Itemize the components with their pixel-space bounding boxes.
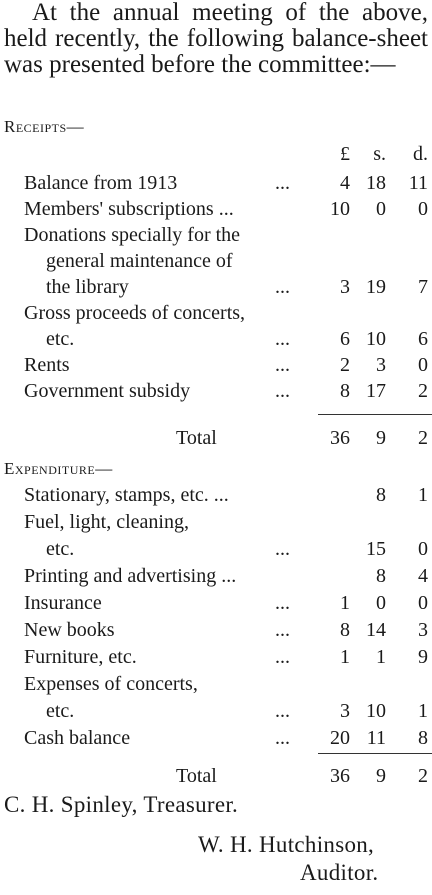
expenditure-total-rule bbox=[318, 753, 432, 754]
shillings-cell: 0 bbox=[376, 198, 386, 220]
shillings-cell: 8 bbox=[376, 565, 386, 587]
table-row bbox=[0, 644, 432, 671]
shillings-cell: 10 bbox=[366, 700, 386, 722]
pence-cell: 6 bbox=[418, 328, 428, 350]
leader-dots: ... bbox=[275, 619, 290, 641]
total-label: Total bbox=[176, 765, 217, 787]
shillings-cell: 19 bbox=[366, 276, 386, 298]
pounds-cell: 3 bbox=[340, 276, 350, 298]
receipts-total-rule bbox=[318, 414, 432, 415]
row-label: Printing and advertising ... bbox=[24, 565, 237, 587]
row-label: New books bbox=[24, 619, 115, 641]
pence-cell: 3 bbox=[418, 619, 428, 641]
table-row bbox=[0, 698, 432, 725]
table-row bbox=[0, 482, 432, 509]
pence-cell: 0 bbox=[418, 354, 428, 376]
table-row bbox=[0, 196, 432, 223]
table-row bbox=[0, 170, 432, 197]
column-headers bbox=[0, 141, 432, 168]
table-row bbox=[0, 326, 432, 353]
shillings-cell: 18 bbox=[366, 172, 386, 194]
shillings-cell: 17 bbox=[366, 380, 386, 402]
table-row bbox=[0, 274, 432, 301]
row-label: Gross proceeds of concerts, bbox=[24, 302, 246, 324]
leader-dots: ... bbox=[275, 700, 290, 722]
row-label: Donations specially for the bbox=[24, 224, 241, 246]
shillings-header: s. bbox=[373, 143, 386, 165]
pence-cell: 4 bbox=[418, 565, 428, 587]
pence-cell: 7 bbox=[418, 276, 428, 298]
pounds-cell: 2 bbox=[340, 354, 350, 376]
table-row bbox=[0, 536, 432, 563]
auditor-name: W. H. Hutchinson, bbox=[198, 832, 375, 857]
pence-cell: 11 bbox=[408, 172, 428, 194]
shillings-cell: 8 bbox=[376, 484, 386, 506]
leader-dots: ... bbox=[275, 538, 290, 560]
shillings-cell: 1 bbox=[376, 646, 386, 668]
table-row bbox=[0, 222, 432, 249]
pounds-cell: 1 bbox=[340, 592, 350, 614]
row-label: Furniture, etc. bbox=[24, 646, 137, 668]
row-label: Expenses of concerts, bbox=[24, 673, 198, 695]
row-label: Insurance bbox=[24, 592, 102, 614]
pounds-cell: 1 bbox=[340, 646, 350, 668]
shillings-cell: 10 bbox=[366, 328, 386, 350]
pounds-cell: 8 bbox=[340, 619, 350, 641]
receipts-heading: Receipts— bbox=[4, 117, 85, 136]
row-label: etc. bbox=[46, 328, 75, 350]
row-label: Fuel, light, cleaning, bbox=[24, 511, 189, 533]
total-shillings: 9 bbox=[376, 765, 386, 787]
pounds-cell: 4 bbox=[340, 172, 350, 194]
table-row bbox=[0, 300, 432, 327]
table-row bbox=[0, 509, 432, 536]
leader-dots: ... bbox=[275, 354, 290, 376]
leader-dots: ... bbox=[275, 646, 290, 668]
leader-dots: ... bbox=[275, 380, 290, 402]
pounds-cell: 3 bbox=[340, 700, 350, 722]
pounds-cell: 20 bbox=[330, 727, 350, 749]
table-row bbox=[0, 352, 432, 379]
row-label: Government subsidy bbox=[24, 380, 191, 402]
pounds-header: £ bbox=[340, 143, 350, 165]
pence-header: d. bbox=[413, 143, 428, 165]
pence-cell: 1 bbox=[418, 484, 428, 506]
pence-cell: 1 bbox=[418, 700, 428, 722]
pounds-cell: 10 bbox=[330, 198, 350, 220]
shillings-cell: 0 bbox=[376, 592, 386, 614]
table-row bbox=[0, 671, 432, 698]
row-label: general maintenance of bbox=[46, 250, 233, 272]
total-label: Total bbox=[176, 427, 217, 449]
expenditure-total-row bbox=[0, 763, 432, 790]
total-pence: 2 bbox=[418, 427, 428, 449]
row-label: etc. bbox=[46, 538, 75, 560]
shillings-cell: 14 bbox=[366, 619, 386, 641]
table-row bbox=[0, 563, 432, 590]
table-row bbox=[0, 617, 432, 644]
table-row bbox=[0, 248, 432, 275]
row-label: Members' subscriptions ... bbox=[24, 198, 234, 220]
pence-cell: 0 bbox=[418, 538, 428, 560]
shillings-cell: 11 bbox=[366, 727, 386, 749]
leader-dots: ... bbox=[275, 276, 290, 298]
receipts-total-row bbox=[0, 425, 432, 452]
pence-cell: 2 bbox=[418, 380, 428, 402]
expenditure-heading: Expenditure— bbox=[4, 459, 113, 478]
table-row bbox=[0, 725, 432, 752]
pence-cell: 0 bbox=[418, 198, 428, 220]
row-label: Stationary, stamps, etc. ... bbox=[24, 484, 229, 506]
intro-paragraph: At the annual meeting of the above, held recently, the following balance-sheet was presented before the committee:— bbox=[4, 0, 428, 78]
table-row bbox=[0, 378, 432, 405]
row-label: the library bbox=[46, 276, 129, 298]
pence-cell: 9 bbox=[418, 646, 428, 668]
pounds-cell: 6 bbox=[340, 328, 350, 350]
shillings-cell: 3 bbox=[376, 354, 386, 376]
table-row bbox=[0, 590, 432, 617]
shillings-cell: 15 bbox=[366, 538, 386, 560]
leader-dots: ... bbox=[275, 172, 290, 194]
leader-dots: ... bbox=[275, 328, 290, 350]
leader-dots: ... bbox=[275, 592, 290, 614]
auditor-title: Auditor. bbox=[300, 860, 379, 885]
treasurer-signature: C. H. Spinley, Treasurer. bbox=[4, 792, 239, 817]
total-shillings: 9 bbox=[376, 427, 386, 449]
total-pence: 2 bbox=[418, 765, 428, 787]
row-label: Rents bbox=[24, 354, 70, 376]
row-label: Cash balance bbox=[24, 727, 131, 749]
pence-cell: 8 bbox=[418, 727, 428, 749]
row-label: etc. bbox=[46, 700, 75, 722]
pence-cell: 0 bbox=[418, 592, 428, 614]
pounds-cell: 8 bbox=[340, 380, 350, 402]
row-label: Balance from 1913 bbox=[24, 172, 178, 194]
total-pounds: 36 bbox=[330, 765, 350, 787]
leader-dots: ... bbox=[275, 727, 290, 749]
total-pounds: 36 bbox=[330, 427, 350, 449]
